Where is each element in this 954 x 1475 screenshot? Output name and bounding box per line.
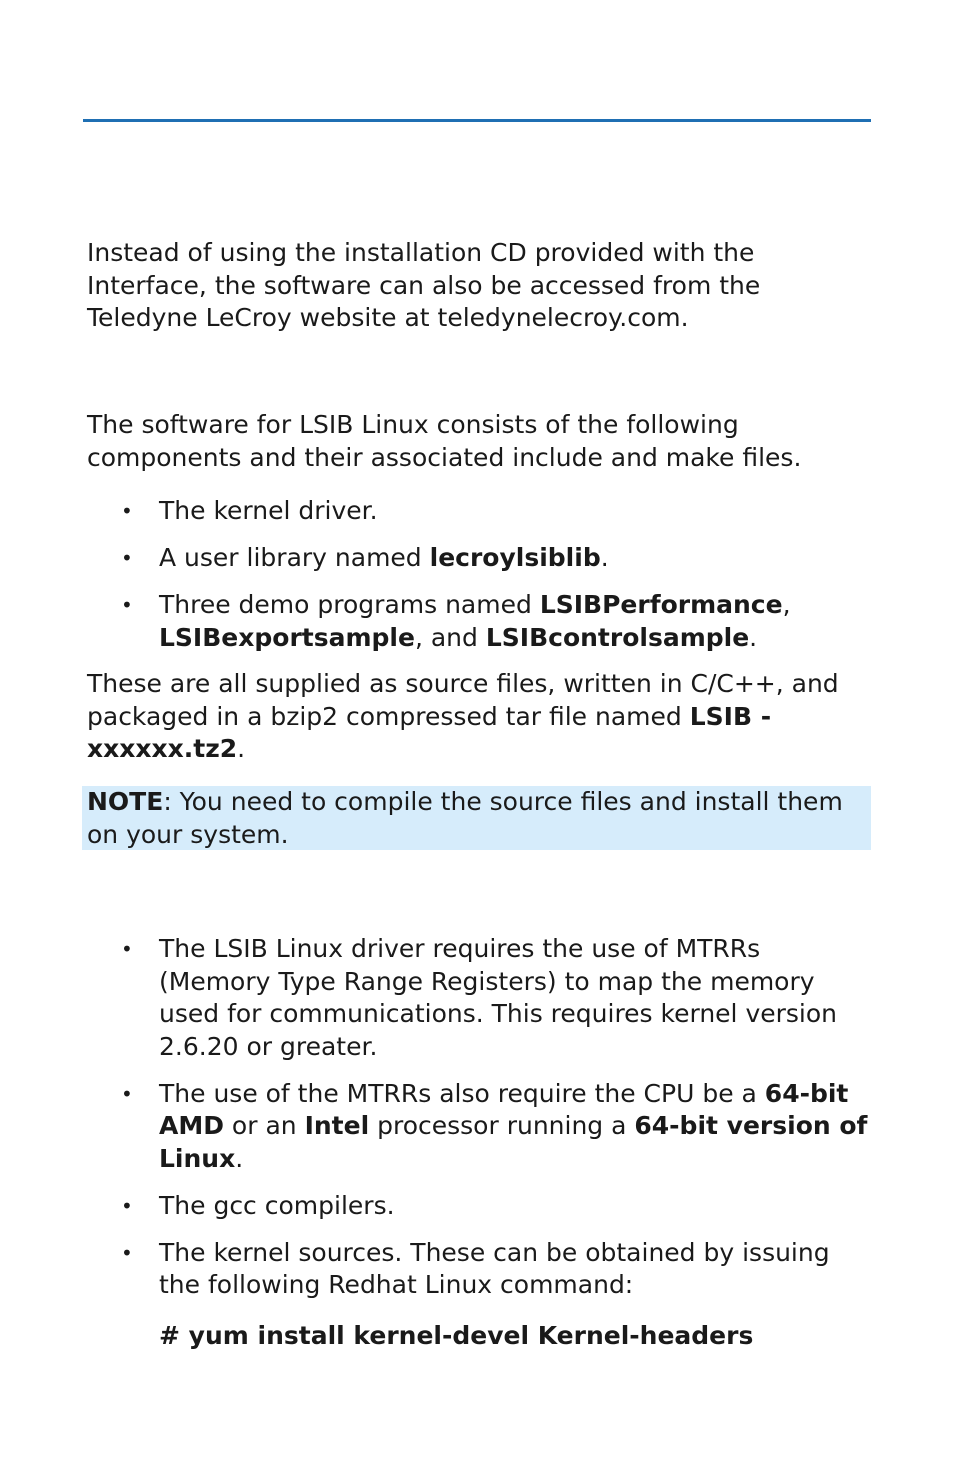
list-item-text: , and [414,622,486,652]
os-requirement: 64-bit version of Linux [159,1111,868,1173]
library-name: lecroylsiblib [429,543,601,572]
bullet-icon: • [121,546,133,570]
note-paragraph [87,786,867,851]
list-item-text: The LSIB Linux driver requires the use of MTRRs (Memory Type Range Registers) to map the memory used for communications. This requires kernel version 2.6.20 or greater. [159,934,838,1061]
cpu-requirement: 64-bit AMD [159,1078,849,1140]
note-label: NOTE [87,787,164,816]
list-item-text: The kernel sources. These can be obtained by issuing the following Redhat Linux command: [159,1237,830,1299]
note-text: : You need to compile the source files and install them on your system. [87,787,843,849]
list-item-text: The gcc compilers. [159,1190,395,1220]
packaging-paragraph [87,668,871,766]
list-item [0,933,954,1063]
intro-paragraph: Instead of using the installation CD provided with the Interface, the software can also be accessed from the Teledyne LeCroy website at teledynelecroy.com. [87,238,761,332]
requirements-list [0,933,954,1302]
list-item-text: The use of the MTRRs also require the CPU be a [159,1078,765,1108]
demo-program-name: LSIBPerformance [539,590,783,619]
install-command: # yum install kernel-devel Kernel-headers [159,1321,754,1350]
list-item [0,589,954,654]
list-item [0,542,954,575]
packaging-text: These are all supplied as source files, written in C/C++, and packaged in a bzip2 compressed tar file named [87,669,839,731]
list-item-text: or an [223,1111,305,1140]
list-item-text: Three demo programs named [159,590,540,619]
bullet-icon: • [121,593,133,617]
list-item-text: . [235,1143,244,1173]
demo-program-name: LSIBcontrolsample [485,622,750,652]
list-item [0,1078,954,1176]
archive-filename: LSIB -xxxxxx.tz2 [87,701,772,763]
components-intro-paragraph: The software for LSIB Linux consists of the following components and their associated include and make files. [87,410,802,472]
list-item [0,1237,954,1302]
list-item-text: . [600,543,609,572]
components-list [0,495,954,654]
list-item-text: . [749,622,758,652]
list-item-text: The kernel driver. [159,496,378,525]
list-item [0,495,954,528]
bullet-icon: • [121,1193,133,1218]
bullet-icon: • [121,499,133,523]
bullet-icon: • [121,1240,133,1265]
list-item-text: , [782,590,791,619]
list-item-text: processor running a [369,1111,635,1140]
packaging-text: . [237,734,246,763]
bullet-icon: • [121,937,133,961]
list-item [0,1190,954,1223]
cpu-requirement: Intel [304,1111,370,1140]
bullet-icon: • [121,1081,133,1106]
list-item-text: A user library named [159,543,430,572]
demo-program-name: LSIBexportsample [159,622,415,652]
header-rule [83,119,871,122]
